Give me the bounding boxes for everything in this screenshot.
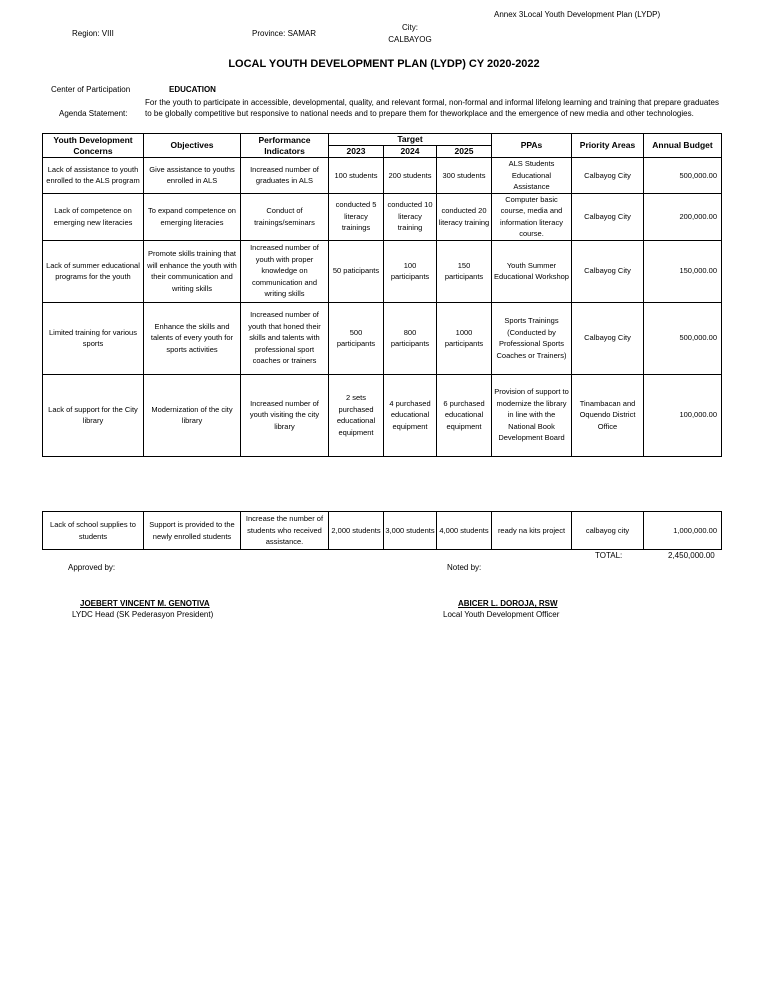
cell-target-2024: 3,000 students <box>384 512 437 550</box>
total-label: TOTAL: <box>595 551 623 560</box>
city-label: City: <box>402 23 418 32</box>
cell-budget: 150,000.00 <box>644 240 722 302</box>
cell-target-2023: 50 paticipants <box>329 240 384 302</box>
cell-objective: To expand competence on emerging literacies <box>144 193 241 240</box>
cell-target-2025: 1000 participants <box>437 302 492 374</box>
cell-budget: 500,000.00 <box>644 158 722 194</box>
table-row <box>43 512 722 550</box>
table-row <box>43 240 722 302</box>
cell-objective: Give assistance to youths enrolled in ALS <box>144 158 241 194</box>
table-row <box>43 193 722 240</box>
cell-target-2025: conducted 20 literacy training <box>437 193 492 240</box>
cell-indicator: Increased number of graduates in ALS <box>241 158 329 194</box>
table-row <box>43 374 722 456</box>
center-label: Center of Participation <box>51 85 131 94</box>
approver-title: LYDC Head (SK Pederasyon President) <box>72 610 214 619</box>
cell-concern: Lack of summer educational programs for the youth <box>43 240 144 302</box>
cell-concern: Lack of competence on emerging new literacies <box>43 193 144 240</box>
cell-indicator: Increased number of youth visiting the city library <box>241 374 329 456</box>
table-row <box>43 302 722 374</box>
cell-target-2023: 100 students <box>329 158 384 194</box>
cell-concern: Limited training for various sports <box>43 302 144 374</box>
cell-target-2023: 2 sets purchased educational equipment <box>329 374 384 456</box>
agenda-label: Agenda Statement: <box>59 109 128 118</box>
cell-priority: Tinambacan and Oquendo District Office <box>572 374 644 456</box>
center-value: EDUCATION <box>169 85 216 94</box>
lydp-table <box>42 133 722 457</box>
header-indicators: Performance Indicators <box>241 134 329 158</box>
cell-objective: Support is provided to the newly enrolled students <box>144 512 241 550</box>
cell-concern: Lack of assistance to youth enrolled to the ALS program <box>43 158 144 194</box>
header-ppas: PPAs <box>492 134 572 158</box>
header-target: Target <box>329 134 492 146</box>
approver-name: JOEBERT VINCENT M. GENOTIVA <box>80 599 210 608</box>
cell-ppa: ready na kits project <box>492 512 572 550</box>
header-concerns: Youth Development Concerns <box>43 134 144 158</box>
header-2023: 2023 <box>329 146 384 158</box>
header-2025: 2025 <box>437 146 492 158</box>
cell-target-2023: conducted 5 literacy trainings <box>329 193 384 240</box>
cell-indicator: Increased number of youth that honed their skills and talents with professional sport coaches or trainers <box>241 302 329 374</box>
lydp-extra-table <box>42 511 722 550</box>
cell-objective: Enhance the skills and talents of every youth for sports activities <box>144 302 241 374</box>
noter-name: ABICER L. DOROJA, RSW <box>458 599 558 608</box>
cell-priority: Calbayog City <box>572 240 644 302</box>
cell-priority: Calbayog City <box>572 193 644 240</box>
noted-by-label: Noted by: <box>447 563 482 572</box>
cell-ppa: Computer basic course, media and information literacy course. <box>492 193 572 240</box>
cell-indicator: Conduct of trainings/seminars <box>241 193 329 240</box>
header-budget: Annual Budget <box>644 134 722 158</box>
cell-budget: 500,000.00 <box>644 302 722 374</box>
header-2024: 2024 <box>384 146 437 158</box>
cell-priority: Calbayog City <box>572 158 644 194</box>
cell-budget: 100,000.00 <box>644 374 722 456</box>
cell-ppa: Youth Summer Educational Workshop <box>492 240 572 302</box>
cell-objective: Modernization of the city library <box>144 374 241 456</box>
cell-concern: Lack of school supplies to students <box>43 512 144 550</box>
annex-label: Annex 3Local Youth Development Plan (LYDP) <box>494 10 661 19</box>
cell-ppa: Provision of support to modernize the library in line with the National Book Development Board <box>492 374 572 456</box>
cell-priority: calbayog city <box>572 512 644 550</box>
header-priority: Priority Areas <box>572 134 644 158</box>
cell-target-2025: 300 students <box>437 158 492 194</box>
noter-title: Local Youth Development Officer <box>443 610 560 619</box>
cell-indicator: Increase the number of students who received assistance. <box>241 512 329 550</box>
cell-target-2025: 150 participants <box>437 240 492 302</box>
agenda-statement: For the youth to participate in accessible, developmental, quality, and relevant formal, non-formal and informal lifelong learning and training that prepare graduates to be globally competitive but responsive to national needs and to prepare them for theworkplace and the emergence of new media and other technologies. <box>145 98 719 118</box>
cell-budget: 1,000,000.00 <box>644 512 722 550</box>
approved-by-label: Approved by: <box>68 563 116 572</box>
cell-ppa: Sports Trainings (Conducted by Professional Sports Coaches or Trainers) <box>492 302 572 374</box>
cell-target-2024: 800 participants <box>384 302 437 374</box>
cell-target-2024: 100 participants <box>384 240 437 302</box>
total-value: 2,450,000.00 <box>668 551 715 560</box>
cell-indicator: Increased number of youth with proper knowledge on communication and writing skills <box>241 240 329 302</box>
cell-concern: Lack of support for the City library <box>43 374 144 456</box>
cell-target-2024: conducted 10 literacy training <box>384 193 437 240</box>
cell-target-2025: 4,000 students <box>437 512 492 550</box>
cell-target-2023: 2,000 students <box>329 512 384 550</box>
cell-budget: 200,000.00 <box>644 193 722 240</box>
page-title: LOCAL YOUTH DEVELOPMENT PLAN (LYDP) CY 2020-2022 <box>228 58 540 70</box>
cell-target-2025: 6 purchased educational equipment <box>437 374 492 456</box>
cell-priority: Calbayog City <box>572 302 644 374</box>
cell-ppa: ALS Students Educational Assistance <box>492 158 572 194</box>
region-label: Region: VIII <box>72 29 114 38</box>
header-objectives: Objectives <box>144 134 241 158</box>
province-label: Province: SAMAR <box>252 29 317 38</box>
cell-target-2024: 4 purchased educational equipment <box>384 374 437 456</box>
table-row <box>43 158 722 194</box>
cell-target-2024: 200 students <box>384 158 437 194</box>
cell-objective: Promote skills training that will enhance the youth with their communication and writing skills <box>144 240 241 302</box>
city-value: CALBAYOG <box>388 35 432 44</box>
cell-target-2023: 500 participants <box>329 302 384 374</box>
